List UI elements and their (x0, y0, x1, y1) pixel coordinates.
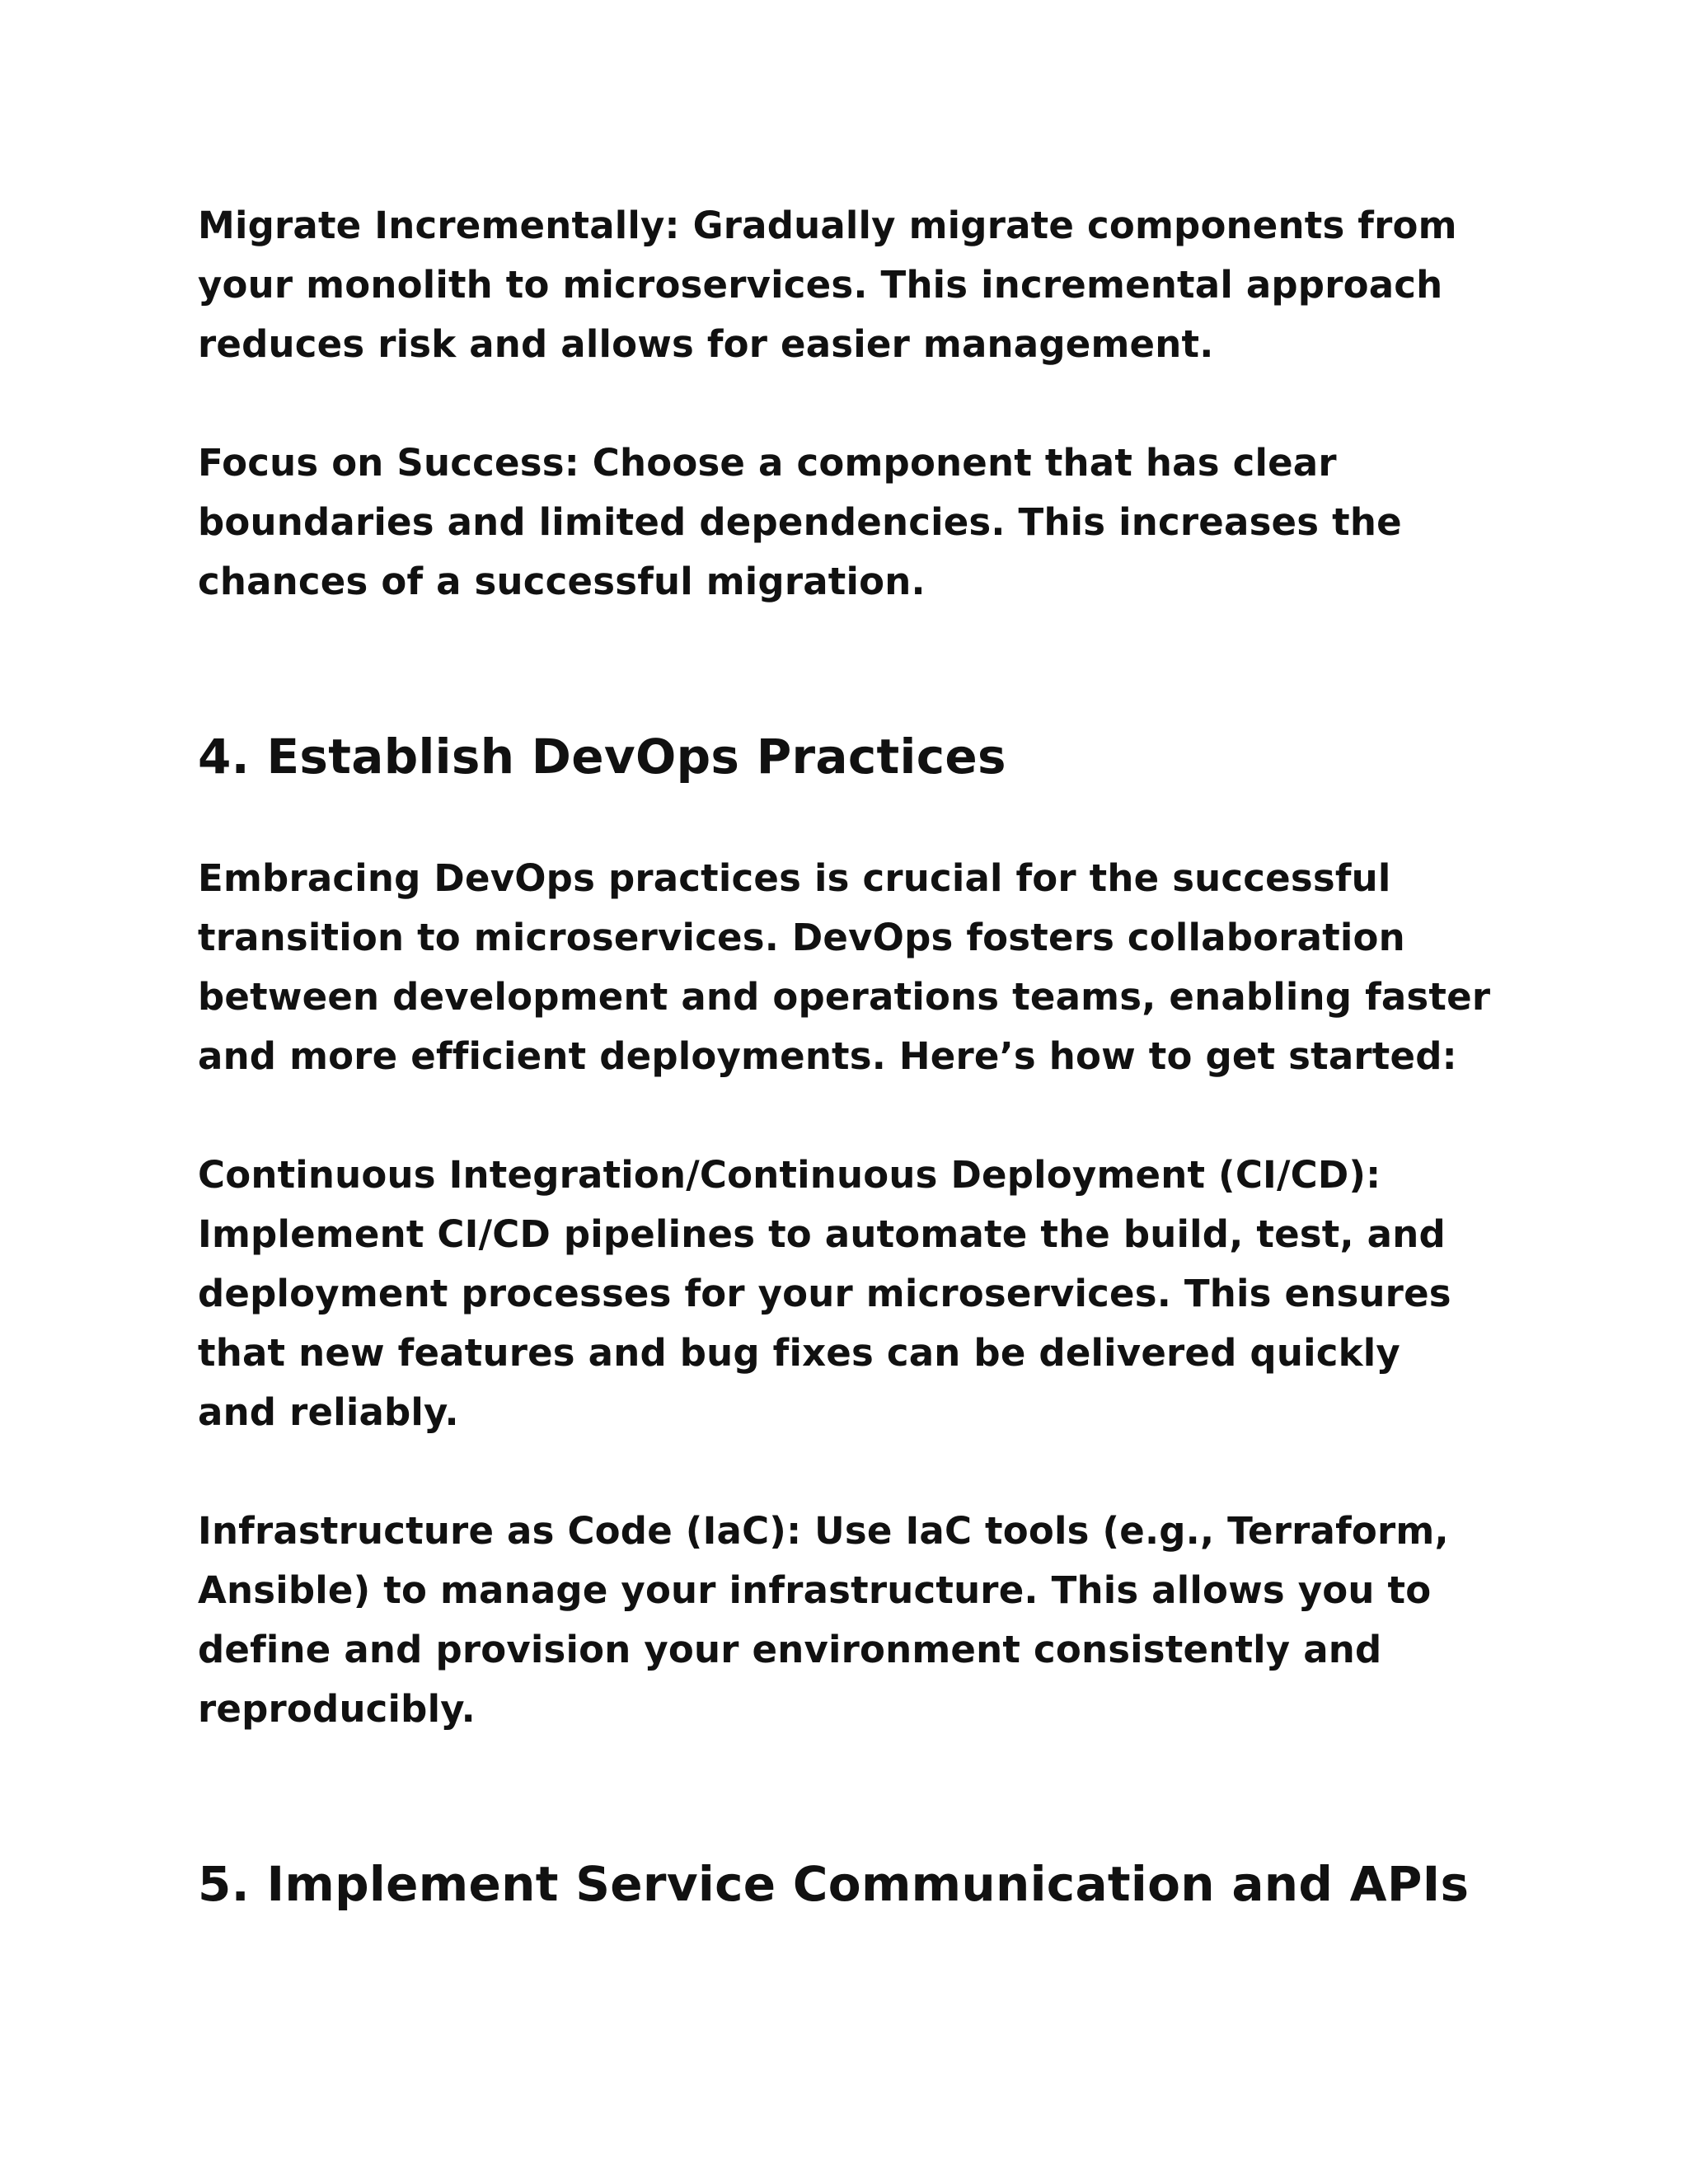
document-page (198, 196, 1517, 1914)
section-heading-devops: 4. Establish DevOps Practices (198, 729, 1006, 785)
section-heading-service-communication: 5. Implement Service Communication and APIs (198, 1856, 1470, 1912)
paragraph-focus-on-success: Focus on Success: Choose a component that has clear boundaries and limited dependencies. This increases the chances of a successful migration. (198, 441, 1402, 603)
paragraph-migrate-incrementally: Migrate Incrementally: Gradually migrate components from your monolith to microservices. This incremental approach reduces risk and allows for easier management. (198, 204, 1457, 366)
paragraph-devops-intro: Embracing DevOps practices is crucial for the successful transition to microservices. DevOps fosters collaboration between development and operations teams, enabling faster and more efficient deployments. Here’s how to get started: (198, 856, 1491, 1078)
paragraph-iac: Infrastructure as Code (IaC): Use IaC tools (e.g., Terraform, Ansible) to manage your infrastructure. This allows you to define and provision your environment consistently and reproducibly. (198, 1509, 1449, 1731)
paragraph-ci-cd: Continuous Integration/Continuous Deployment (CI/CD): Implement CI/CD pipelines to automate the build, test, and deployment processes for your microservices. This ensures that new features and bug fixes can be delivered quickly and reliably. (198, 1153, 1451, 1434)
